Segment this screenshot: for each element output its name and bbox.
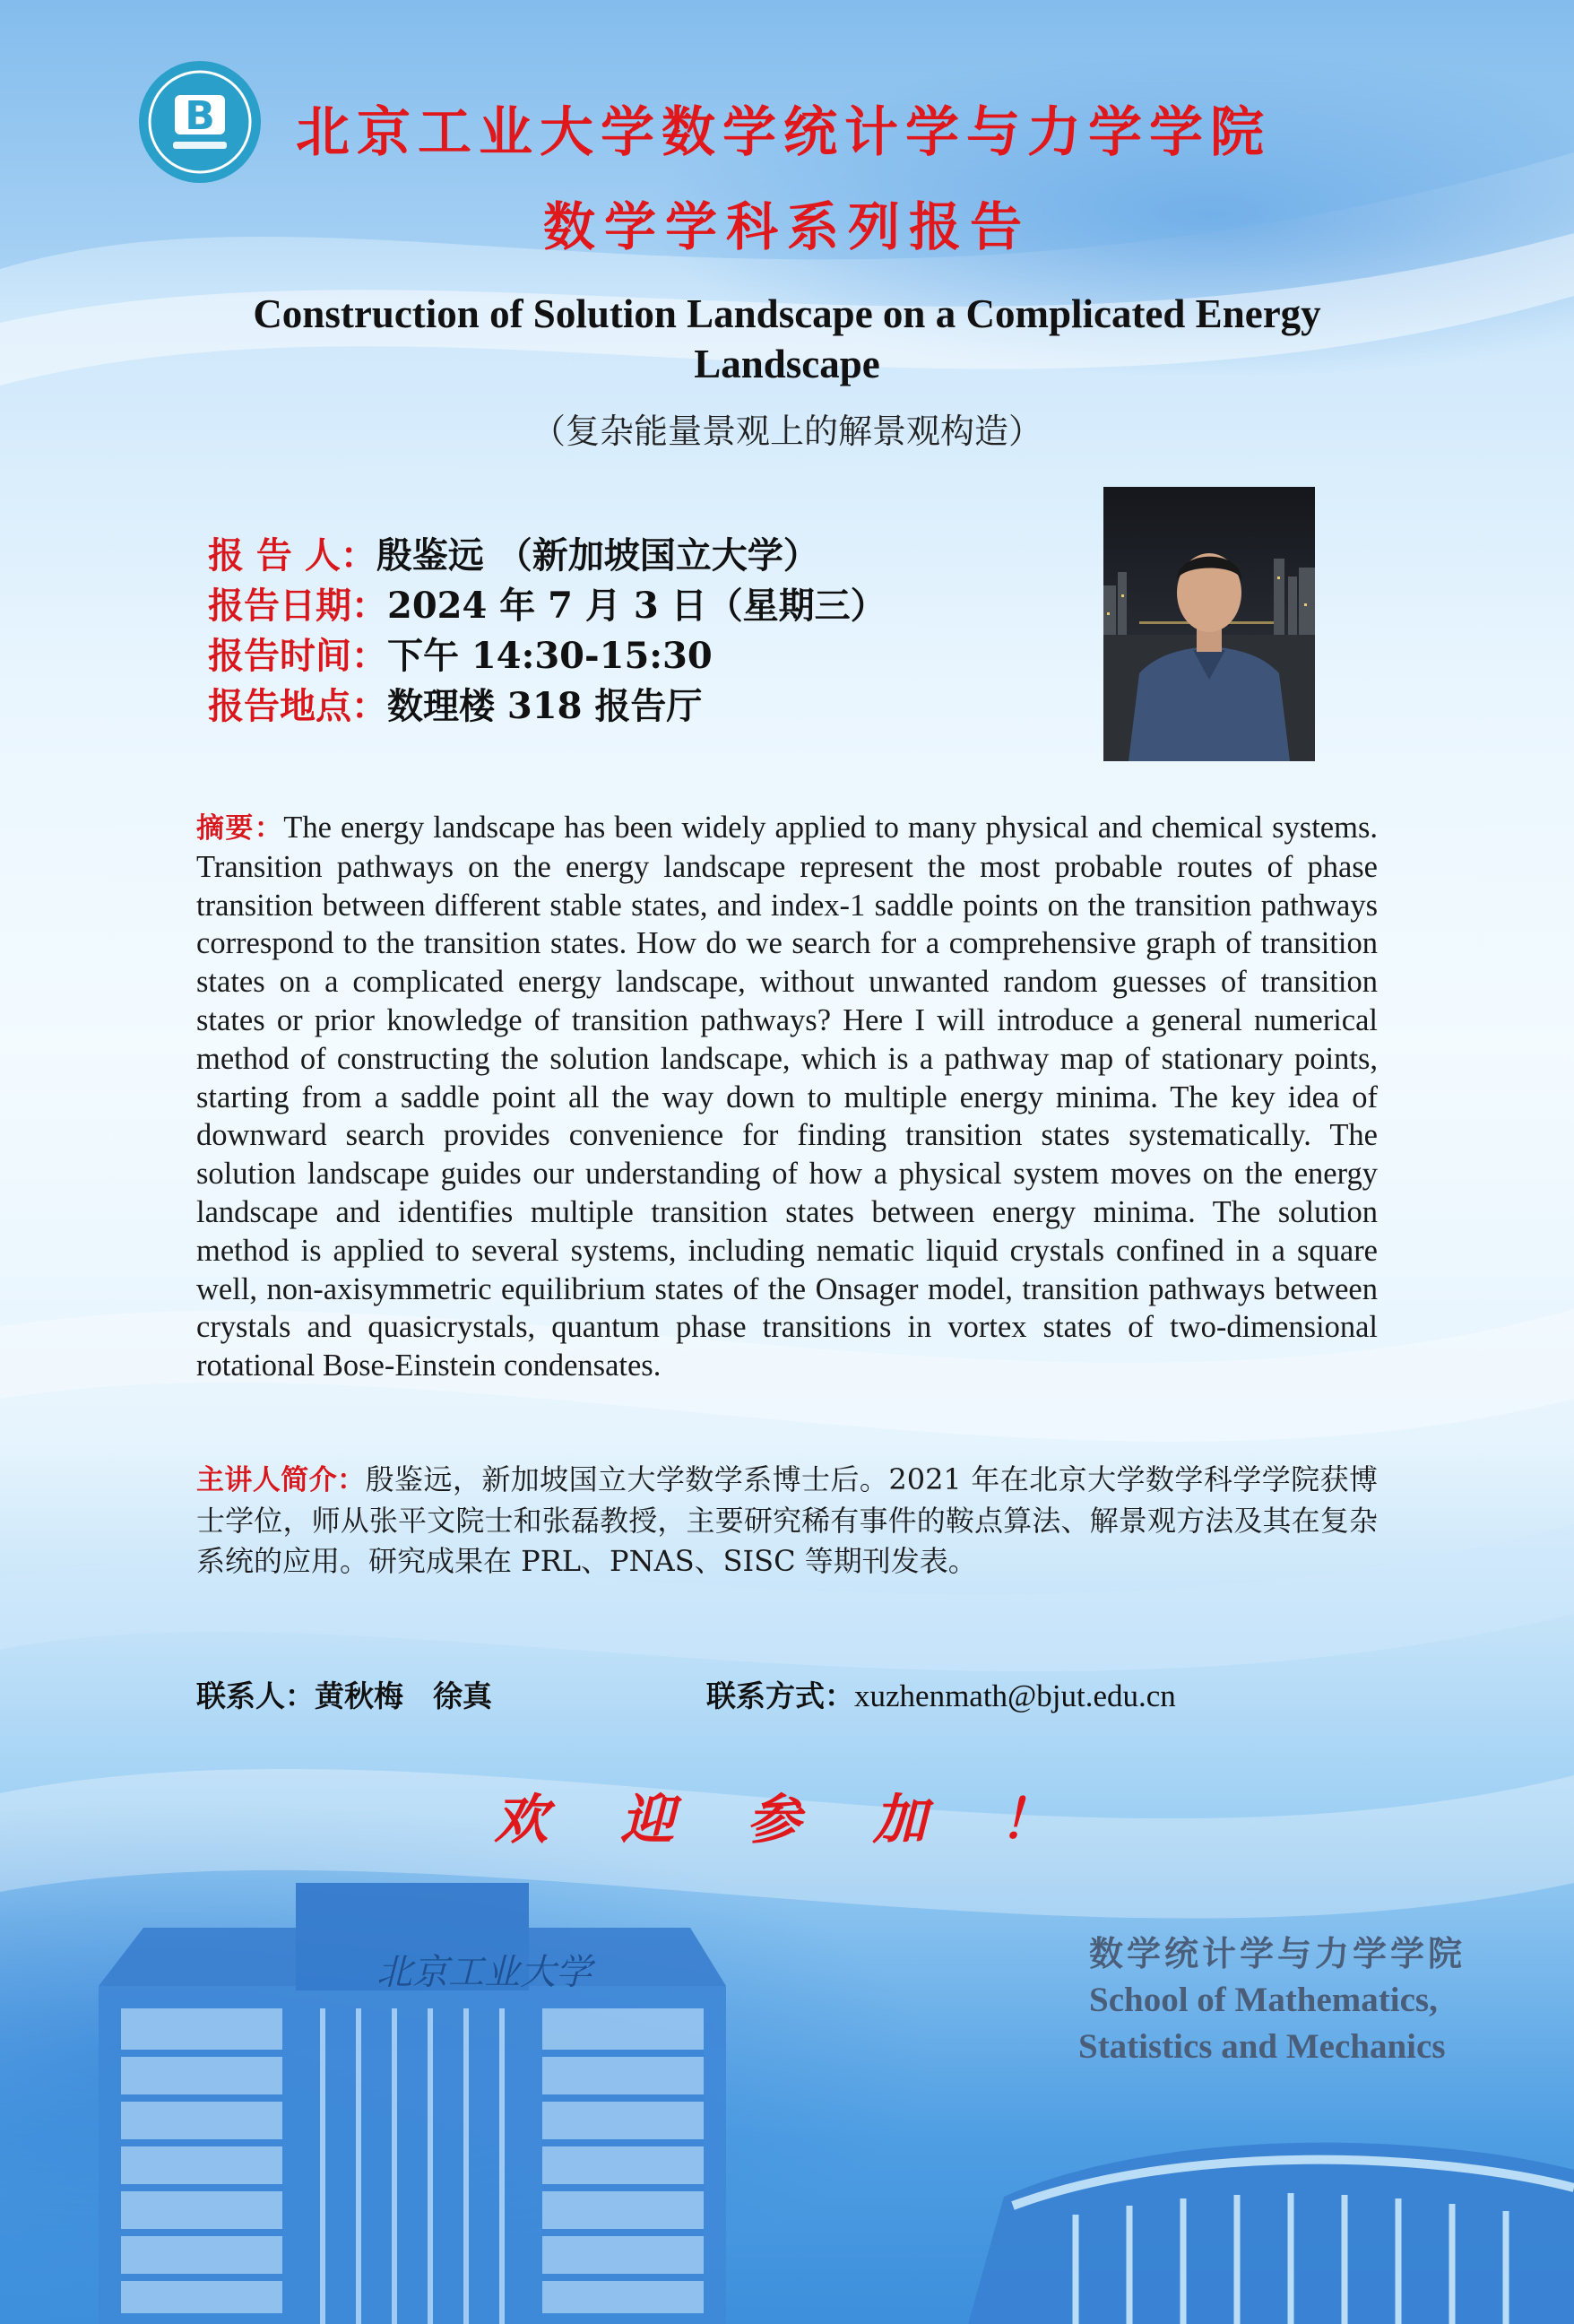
time-label: 报告时间：	[208, 636, 387, 677]
footer-school-en-line1: School of Mathematics,	[1089, 1981, 1438, 2019]
date-row	[208, 577, 886, 629]
abstract	[196, 809, 1378, 1385]
building-sign: 北京工业大学	[376, 1952, 592, 1993]
contact-method	[706, 1673, 1176, 1715]
speaker-row	[208, 527, 819, 578]
contact-email[interactable]: xuzhenmath@bjut.edu.cn	[854, 1678, 1176, 1713]
place-value: 数理楼 318 报告厅	[387, 685, 703, 727]
speaker-photo	[1103, 487, 1315, 761]
bio-text: 殷鉴远，新加坡国立大学数学系博士后。2021 年在北京大学数学科学学院获博士学位，师从张平文院士和张磊教授，主要研究稀有事件的鞍点算法、解景观方法及其在复杂系统的应用。研究成果在 PRL、PNAS、SISC 等期刊发表。	[196, 1462, 1378, 1578]
footer-school-cn: 数学统计学与力学学院	[1089, 1933, 1466, 1973]
speaker-bio	[196, 1460, 1378, 1582]
talk-subtitle: （复杂能量景观上的解景观构造）	[531, 412, 1042, 451]
contact-method-label: 联系方式：	[706, 1678, 854, 1713]
time-row	[208, 628, 713, 679]
bio-label: 主讲人简介：	[196, 1464, 366, 1496]
place-label: 报告地点：	[208, 686, 387, 727]
time-value: 下午 14:30-15:30	[387, 635, 713, 677]
date-label: 报告日期：	[208, 585, 387, 627]
speaker-value: 殷鉴远 （新加坡国立大学）	[376, 534, 819, 577]
contact-people: 联系人：黄秋梅 徐真	[196, 1678, 492, 1713]
series-title: 数学学科系列报告	[542, 196, 1031, 257]
abstract-label: 摘要：	[196, 812, 284, 845]
school-title: 北京工业大学数学统计学与力学学院	[296, 101, 1271, 164]
abstract-text: The energy landscape has been widely applied to many physical and chemical systems. Transition pathways on the energy landscape represent the most probable routes of phase transition between different stable states, and index-1 saddle points on the transition pathways correspond to the transition states. How do we search for a comprehensive graph of transition states on a complicated energy landscape, without unwanted random guesses of transition states or prior knowledge of transition pathways? Here I will introduce a general numerical method of constructing the solution landscape, which is a pathway map of stationary points, starting from a saddle point all the way down to multiple energy minima. The key idea of downward search provides convenience for finding transition states systematically. The solution landscape guides our understanding of how a physical system moves on the energy landscape and identifies multiple transition states between energy minima. The solution method is applied to several systems, including nematic liquid crystals confined in a square well, non-axisymmetric equilibrium states of the Onsager model, transition pathways between crystals and quasicrystals, quantum phase transitions in vortex states of two-dimensional rotational Bose-Einstein condensates.	[196, 811, 1379, 1383]
welcome-text: 欢 迎 参 加 ！	[494, 1789, 1080, 1851]
talk-title: Construction of Solution Landscape on a Complicated Energy Landscape	[253, 291, 1321, 386]
footer-school-en-line2: Statistics and Mechanics	[1078, 2027, 1446, 2066]
speaker-label: 报 告 人：	[208, 535, 376, 577]
date-value: 2024 年 7 月 3 日（星期三）	[387, 585, 886, 627]
place-row	[208, 678, 702, 729]
svg-text:B: B	[185, 93, 215, 139]
university-logo-icon	[137, 59, 263, 185]
